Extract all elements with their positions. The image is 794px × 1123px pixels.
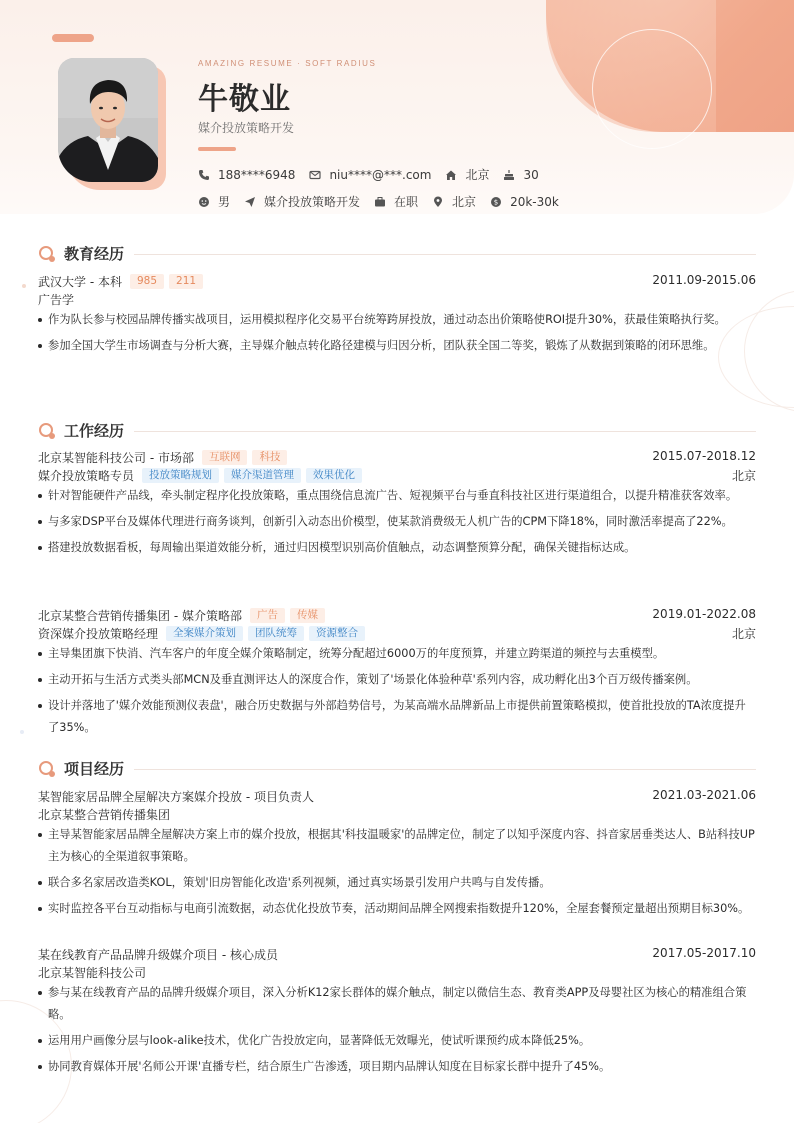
role-tag: 全案媒介策划 [166,626,243,641]
send-icon [244,196,256,208]
project-name: 某在线教育产品品牌升级媒介项目 - 核心成员 [38,948,278,962]
section-divider [134,431,756,432]
search-icon [38,422,56,440]
project-entry-header [38,788,756,806]
list-item: 主导集团旗下快消、汽车客户的年度全媒介策略制定，统筹分配超过6000万的年度预算，并建立跨渠道的频控与去重模型。 [38,643,756,665]
project-entry-header [38,946,756,964]
mail-icon [309,169,321,181]
list-item: 针对智能硬件产品线，牵头制定程序化投放策略，重点围绕信息流广告、短视频平台与垂直科技社区进行渠道组合，以提升精准获客效率。 [38,485,756,507]
role-name: 媒介投放策略专员 [38,469,135,483]
project-org: 北京某智能科技公司 [38,966,147,980]
location-text: 北京 [452,195,477,209]
list-item: 实时监控各平台互动指标与电商引流数据，动态优化投放节奏，活动期间品牌全网搜索指数提升120%，全屋套餐预定量超出预期目标30%。 [38,898,756,920]
city-text: 北京 [465,168,490,182]
role-name: 资深媒介投放策略经理 [38,627,159,641]
section-divider [134,254,756,255]
gender-info [198,193,230,210]
phone-info [198,168,295,182]
company-tag: 科技 [252,450,287,465]
home-icon [445,169,457,181]
briefcase-icon [374,196,386,208]
role-tag: 投放策略规划 [142,468,219,483]
cake-icon [503,169,515,181]
list-item: 设计并落地了'媒介效能预测仪表盘'，融合历史数据与外部趋势信号，为某高端水品牌新品上市提供前置策略模拟，使首批投放的TA浓度提升了35%。 [38,695,756,739]
section-title: 教育经历 [64,245,125,263]
list-item: 联合多名家居改造类KOL，策划'旧房智能化改造'系列视频，通过真实场景引发用户共鸣与自发传播。 [38,872,756,894]
section-projects-header [38,757,756,779]
company-tag: 传媒 [290,608,325,623]
location-icon [432,196,444,208]
job-bullets [38,485,756,563]
school-tag: 211 [169,274,203,289]
list-item: 参与某在线教育产品的品牌升级媒介项目，深入分析K12家长群体的媒介触点，制定以微信生态、教育类APP及母婴社区为核心的精准组合策略。 [38,982,756,1026]
list-item: 搭建投放数据看板，每周输出渠道效能分析，通过归因模型识别高价值触点，动态调整预算分配，确保关键指标达成。 [38,537,756,559]
candidate-name: 牛敬业 [198,82,291,117]
gender-text: 男 [218,195,231,209]
company-tag: 互联网 [202,450,248,465]
section-work-header [38,419,756,441]
header-decor-ring [592,29,712,149]
company-name: 北京某整合营销传播集团 - 媒介策略部 [38,609,242,623]
status-info [374,193,418,210]
section-title: 项目经历 [64,760,125,778]
profile-info-row [198,193,573,210]
section-education-header [38,242,756,264]
phone-icon [198,169,210,181]
salary-text: 20k-30k [510,194,559,209]
project-bullets [38,824,756,924]
project-org: 北京某整合营销传播集团 [38,808,171,822]
education-date: 2011.09-2015.06 [652,273,756,287]
role-tag: 媒介渠道管理 [224,468,301,483]
role-tag: 团队统筹 [248,626,304,641]
job-location: 北京 [731,469,756,483]
job-location: 北京 [731,627,756,641]
list-item: 协同教育媒体开展'名师公开课'直播专栏，结合原生广告渗透，项目期内品牌认知度在目标家长群中提升了45%。 [38,1056,756,1078]
company-tag: 广告 [250,608,285,623]
job-date: 2015.07-2018.12 [652,449,756,463]
job-entry-header [38,607,756,625]
job-date: 2019.01-2022.08 [652,607,756,621]
list-item: 主导某智能家居品牌全屋解决方案上市的媒介投放，根据其'科技温暖家'的品牌定位，制定了以知乎深度内容、抖音家居垂类达人、B站科技UP主为核心的全渠道叙事策略。 [38,824,756,868]
project-bullets [38,982,756,1082]
target-job-info [244,193,360,210]
money-icon [490,196,502,208]
education-entry-header [38,273,756,291]
person-portrait-icon [58,58,158,182]
header-decor-pill [52,34,94,42]
decor-dot [22,284,26,288]
status-text: 在职 [394,195,419,209]
profile-photo [58,58,158,182]
project-org-row [38,806,756,824]
job-role-row [38,467,756,485]
target-job-text: 媒介投放策略开发 [264,195,361,209]
resume-kicker: AMAZING RESUME · SOFT RADIUS [198,59,377,68]
section-title: 工作经历 [64,422,125,440]
project-name: 某智能家居品牌全屋解决方案媒介投放 - 项目负责人 [38,790,314,804]
job-role-row [38,625,756,643]
search-icon [38,245,56,263]
project-date: 2017.05-2017.10 [652,946,756,960]
city-info [445,166,489,183]
job-entry-header [38,449,756,467]
location-info [432,193,476,210]
search-icon [38,760,56,778]
age-info [503,168,538,182]
email-info [309,168,431,182]
accent-bar [198,147,236,151]
face-icon [198,196,210,208]
major-name: 广告学 [38,293,75,307]
education-bullets [38,309,756,361]
salary-info [490,195,559,209]
list-item: 作为队长参与校园品牌传播实战项目，运用模拟程序化交易平台统筹跨屏投放，通过动态出价策略使ROI提升30%，获最佳策略执行奖。 [38,309,756,331]
school-tag: 985 [130,274,164,289]
list-item: 参加全国大学生市场调查与分析大赛，主导媒介触点转化路径建模与归因分析，团队获全国二等奖，锻炼了从数据到策略的闭环思维。 [38,335,756,357]
list-item: 与多家DSP平台及媒体代理进行商务谈判，创新引入动态出价模型，使某款消费级无人机广告的CPM下降18%，同时激活率提高了22%。 [38,511,756,533]
email-text: niu****@***.com [329,167,432,182]
contact-info-row [198,166,553,183]
project-org-row [38,964,756,982]
section-divider [134,769,756,770]
job-bullets [38,643,756,743]
job-title: 媒介投放策略开发 [198,121,295,135]
project-date: 2021.03-2021.06 [652,788,756,802]
list-item: 主动开拓与生活方式类头部MCN及垂直测评达人的深度合作，策划了'场景化体验种草'系列内容，成功孵化出3个百万级传播案例。 [38,669,756,691]
svg-text:$: $ [493,198,499,207]
list-item: 运用用户画像分层与look-alike技术，优化广告投放定向，显著降低无效曝光，使试听课预约成本降低25%。 [38,1030,756,1052]
education-major-row [38,291,756,309]
role-tag: 资源整合 [309,626,365,641]
age-text: 30 [523,167,539,182]
decor-dot [20,730,24,734]
role-tag: 效果优化 [306,468,362,483]
school-name: 武汉大学 - 本科 [38,275,122,289]
phone-text: 188****6948 [218,167,296,182]
company-name: 北京某智能科技公司 - 市场部 [38,451,194,465]
